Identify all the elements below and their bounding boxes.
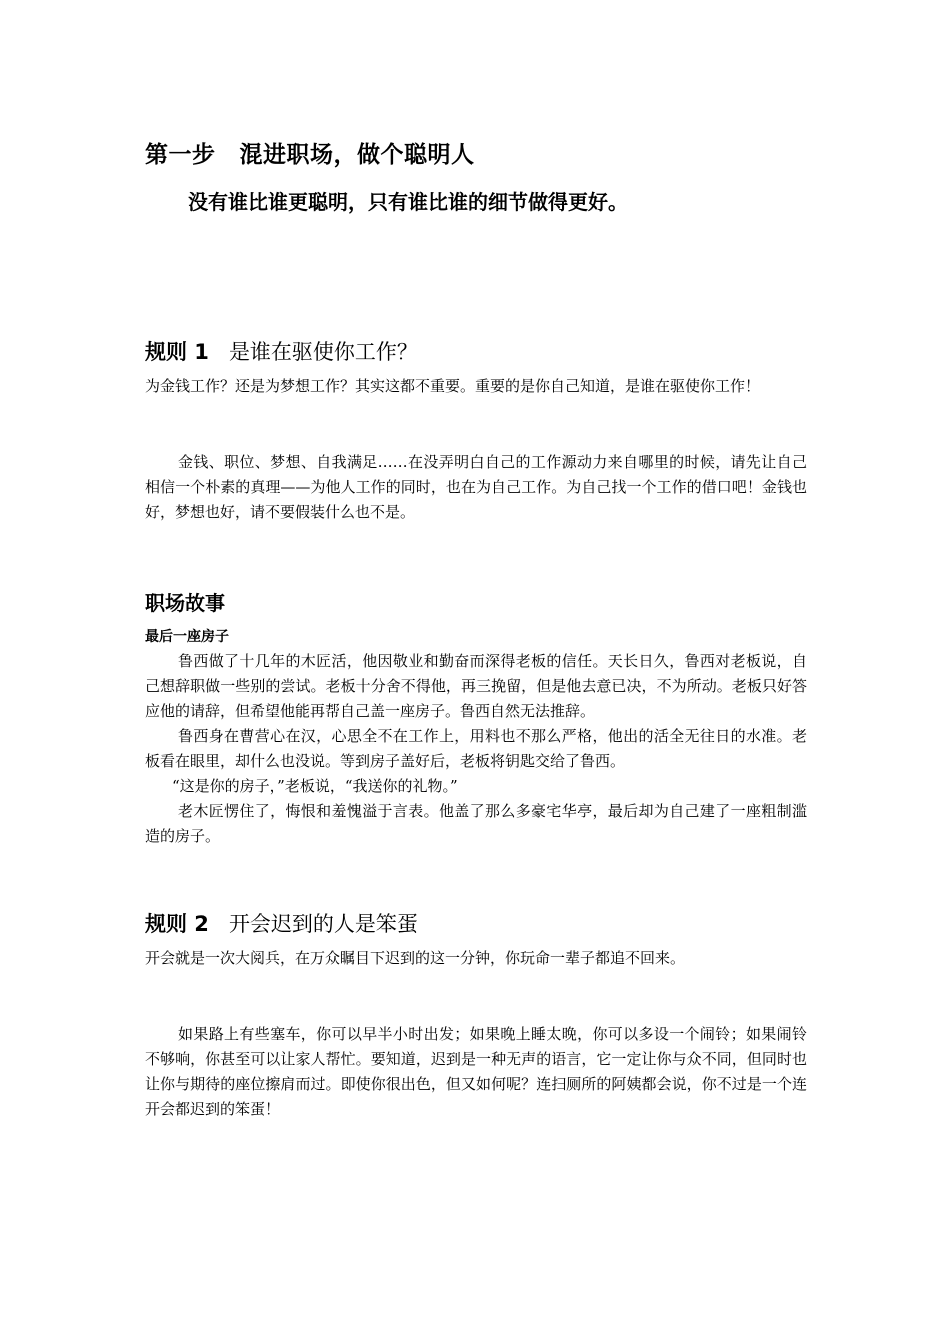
story-paragraph: 老木匠愣住了，悔恨和羞愧溢于言表。他盖了那么多豪宅华亭，最后却为自己建了一座粗制滥造的房子。 bbox=[145, 802, 807, 845]
rule-2-title: 开会迟到的人是笨蛋 bbox=[228, 912, 418, 936]
chapter-heading bbox=[145, 136, 807, 169]
rule-1-lead: 为金钱工作？还是为梦想工作？其实这都不重要。重要的是你自己知道，是谁在驱使你工作！ bbox=[145, 377, 761, 395]
chapter-subtitle: 没有谁比谁更聪明，只有谁比谁的细节做得更好。 bbox=[188, 190, 628, 214]
story-paragraph: 鲁西身在曹营心在汉，心思全不在工作上，用料也不那么严格，他出的活全无往日的水准。老板看在眼里，却什么也没说。等到房子盖好后，老板将钥匙交给了鲁西。 bbox=[145, 727, 807, 770]
rule-2-label: 规则 2 bbox=[145, 912, 209, 936]
story-section-heading: 职场故事 bbox=[145, 591, 225, 615]
chapter-title: 混进职场，做个聪明人 bbox=[239, 142, 475, 168]
rule-2-heading bbox=[145, 908, 807, 938]
rule-1-body: 金钱、职位、梦想、自我满足……在没弄明白自己的工作源动力来自哪里的时候，请先让自己相信一个朴素的真理——为他人工作的同时，也在为自己工作。为自己找一个工作的借口吧！金钱也好，梦想也好，请不要假装什么也不是。 bbox=[145, 453, 807, 521]
chapter-label: 第一步 bbox=[145, 142, 216, 168]
story-body bbox=[145, 649, 807, 849]
rule-1-heading bbox=[145, 336, 807, 366]
story-paragraph: “这是你的房子，”老板说，“我送你的礼物。” bbox=[172, 777, 458, 795]
rule-2-body: 如果路上有些塞车，你可以早半小时出发；如果晚上睡太晚，你可以多设一个闹铃；如果闹铃不够响，你甚至可以让家人帮忙。要知道，迟到是一种无声的语言，它一定让你与众不同，但同时也让你与期待的座位擦肩而过。即使你很出色，但又如何呢？连扫厕所的阿姨都会说，你不过是一个连开会都迟到的笨蛋！ bbox=[145, 1025, 807, 1118]
story-title: 最后一座房子 bbox=[145, 629, 229, 645]
rule-1-label: 规则 1 bbox=[145, 340, 209, 364]
story-paragraph: 鲁西做了十几年的木匠活，他因敬业和勤奋而深得老板的信任。天长日久，鲁西对老板说，自己想辞职做一些别的尝试。老板十分舍不得他，再三挽留，但是他去意已决，不为所动。老板只好答应他的请辞，但希望他能再帮自己盖一座房子。鲁西自然无法推辞。 bbox=[145, 652, 807, 720]
rule-1-title: 是谁在驱使你工作？ bbox=[228, 340, 418, 364]
rule-2-lead: 开会就是一次大阅兵，在万众瞩目下迟到的这一分钟，你玩命一辈子都追不回来。 bbox=[145, 949, 686, 967]
